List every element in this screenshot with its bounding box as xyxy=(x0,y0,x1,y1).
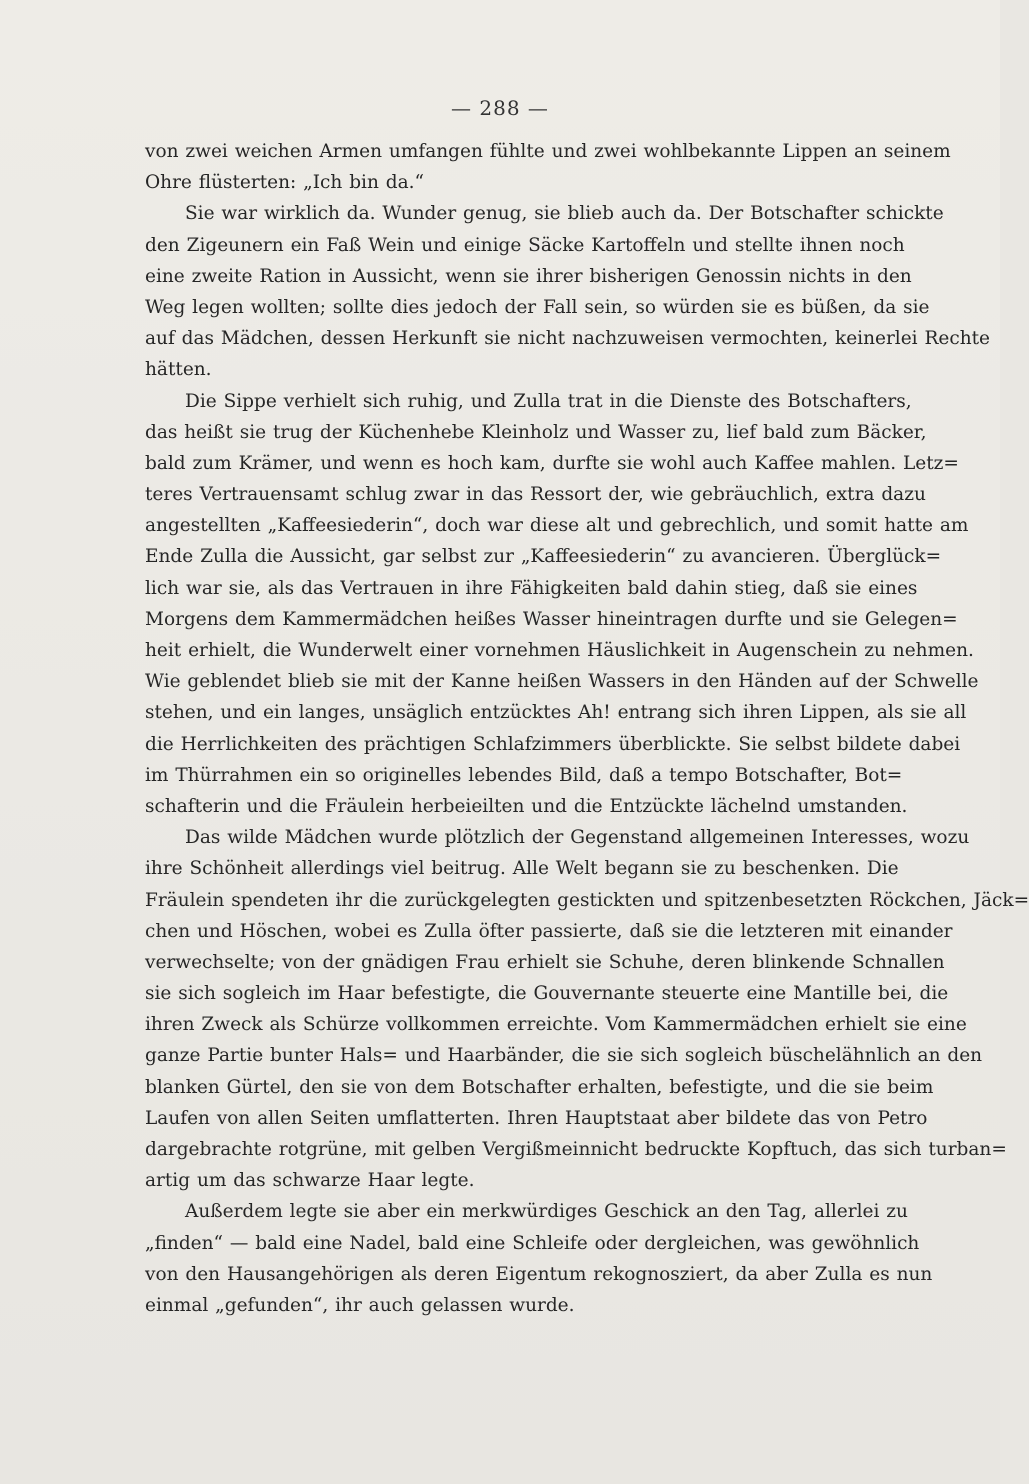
text-line: „finden“ — bald eine Nadel, bald eine Schleife oder dergleichen, was gewöhnlich xyxy=(145,1232,920,1254)
text-line: eine zweite Ration in Aussicht, wenn sie ihrer bisherigen Genossin nichts in den xyxy=(145,265,912,287)
text-line: Ende Zulla die Aussicht, gar selbst zur „Kaffeesiederin“ zu avancieren. Überglück= xyxy=(145,546,942,568)
text-line: von den Hausangehörigen als deren Eigentum rekognosziert, da aber Zulla es nun xyxy=(145,1263,933,1285)
text-line: Weg legen wollten; sollte dies jedoch der Fall sein, so würden sie es büßen, da sie xyxy=(145,296,930,318)
text-line: einmal „gefunden“, ihr auch gelassen wurde. xyxy=(145,1294,575,1316)
text-line: Sie war wirklich da. Wunder genug, sie blieb auch da. Der Botschafter schickte xyxy=(185,203,944,225)
body-text xyxy=(145,136,1029,1321)
text-line: dargebrachte rotgrüne, mit gelben Vergißmeinnicht bedruckte Kopftuch, das sich turban= xyxy=(145,1139,1007,1160)
text-line: lich war sie, als das Vertrauen in ihre Fähigkeiten bald dahin stieg, daß sie eines xyxy=(145,577,918,599)
text-line: ihren Zweck als Schürze vollkommen erreichte. Vom Kammermädchen erhielt sie eine xyxy=(145,1014,967,1036)
text-line: das heißt sie trug der Küchenhebe Kleinholz und Wasser zu, lief bald zum Bäcker, xyxy=(145,421,927,443)
text-line: teres Vertrauensamt schlug zwar in das Ressort der, wie gebräuchlich, extra dazu xyxy=(145,484,926,506)
text-line: angestellten „Kaffeesiederin“, doch war diese alt und gebrechlich, und somit hatte am xyxy=(145,515,969,537)
text-line: verwechselte; von der gnädigen Frau erhielt sie Schuhe, deren blinkende Schnallen xyxy=(145,951,945,973)
paragraph-4 xyxy=(145,822,1029,1196)
page-number: — 288 — xyxy=(451,96,549,120)
text-line: von zwei weichen Armen umfangen fühlte und zwei wohlbekannte Lippen an seinem xyxy=(145,141,951,162)
text-line: artig um das schwarze Haar legte. xyxy=(145,1170,475,1192)
paragraph-5 xyxy=(145,1196,933,1321)
text-line: stehen, und ein langes, unsäglich entzücktes Ah! entrang sich ihren Lippen, als sie all xyxy=(145,702,967,724)
text-line: Die Sippe verhielt sich ruhig, und Zulla trat in die Dienste des Botschafters, xyxy=(185,390,912,412)
text-line: Wie geblendet blieb sie mit der Kanne heißen Wassers in den Händen auf der Schwelle xyxy=(145,671,979,693)
text-line: hätten. xyxy=(145,359,212,381)
text-line: schafterin und die Fräulein herbeieilten und die Entzückte lächelnd umstanden. xyxy=(145,795,908,817)
text-line: Außerdem legte sie aber ein merkwürdiges Geschick an den Tag, allerlei zu xyxy=(185,1201,908,1223)
text-line: blanken Gürtel, den sie von dem Botschafter erhalten, befestigte, und die sie beim xyxy=(145,1076,934,1098)
text-line: chen und Höschen, wobei es Zulla öfter passierte, daß sie die letzteren mit einander xyxy=(145,920,953,942)
text-line: Morgens dem Kammermädchen heißes Wasser hineintragen durfte und sie Gelegen= xyxy=(145,608,958,630)
text-line: sie sich sogleich im Haar befestigte, die Gouvernante steuerte eine Mantille bei, die xyxy=(145,983,949,1005)
text-line: im Thürrahmen ein so originelles lebendes Bild, daß a tempo Botschafter, Bot= xyxy=(145,764,903,786)
text-line: auf das Mädchen, dessen Herkunft sie nicht nachzuweisen vermochten, keinerlei Rechte xyxy=(145,328,991,350)
text-line: ganze Partie bunter Hals= und Haarbänder, die sie sich sogleich büschelähnlich an den xyxy=(145,1045,983,1067)
paragraph-2 xyxy=(145,198,991,385)
text-line: heit erhielt, die Wunderwelt einer vornehmen Häuslichkeit in Augenschein zu nehmen. xyxy=(145,640,974,661)
text-line: den Zigeunern ein Faß Wein und einige Säcke Kartoffeln und stellte ihnen noch xyxy=(145,234,905,256)
text-line: die Herrlichkeiten des prächtigen Schlafzimmers überblickte. Sie selbst bildete dabei xyxy=(145,733,961,755)
text-line: Laufen von allen Seiten umflatterten. Ihren Hauptstaat aber bildete das von Petro xyxy=(145,1107,928,1129)
text-line: Das wilde Mädchen wurde plötzlich der Gegenstand allgemeinen Interesses, wozu xyxy=(185,827,970,849)
text-line: Ohre flüsterten: „Ich bin da.“ xyxy=(145,172,424,194)
paragraph-1 xyxy=(145,136,951,198)
text-line: Fräulein spendeten ihr die zurückgelegten gestickten und spitzenbesetzten Röckchen, Jäck= xyxy=(145,889,1029,911)
text-line: ihre Schönheit allerdings viel beitrug. Alle Welt begann sie zu beschenken. Die xyxy=(145,858,899,880)
text-line: bald zum Krämer, und wenn es hoch kam, durfte sie wohl auch Kaffee mahlen. Letz= xyxy=(145,452,959,474)
paragraph-3 xyxy=(145,386,979,823)
